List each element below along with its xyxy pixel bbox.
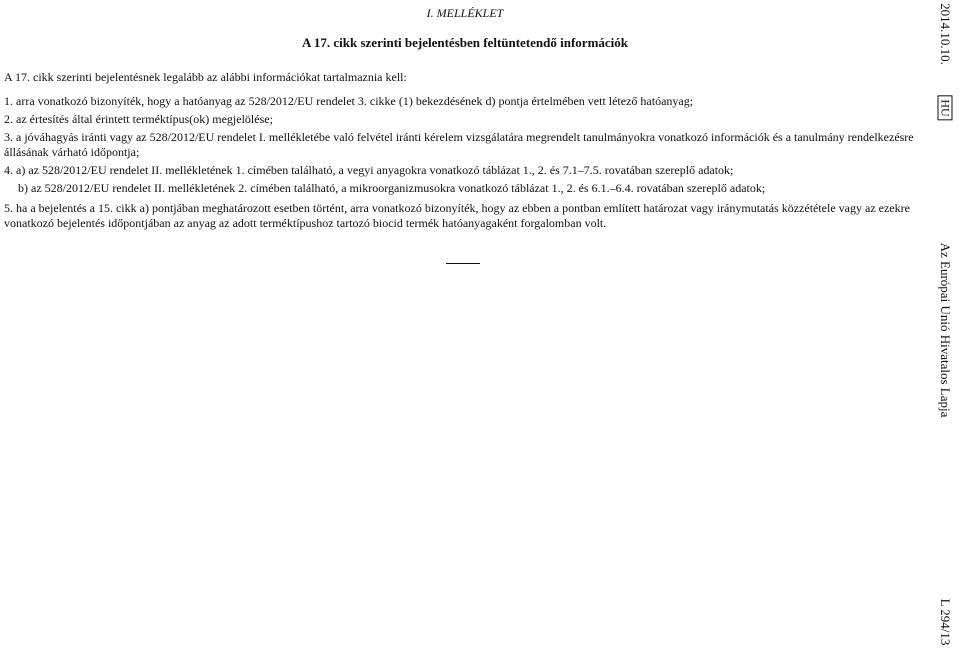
end-divider xyxy=(446,263,480,264)
annex-heading: I. MELLÉKLET xyxy=(426,6,504,20)
list-item-4b: b) az 528/2012/EU rendelet II. mellékletének 2. címében található, a mikroorganizmusokra vonatkozó táblázat 1., 2. és 6.1.–6.4. rovatában szereplő adatok; xyxy=(18,181,766,195)
language-badge: HU xyxy=(938,95,953,120)
journal-name: Az Európai Unió Hivatalos Lapja xyxy=(938,242,953,418)
journal-margin xyxy=(930,0,960,663)
annex-title: A 17. cikk szerinti bejelentésben feltüntetendő információk xyxy=(301,35,629,50)
publication-date: 2014.10.10. xyxy=(938,3,953,65)
list-item-2: 2. az értesítés által érintett terméktípus(ok) megjelölése; xyxy=(4,112,273,126)
page-reference: L 294/13 xyxy=(938,598,953,646)
list-item-3: 3. a jóváhagyás iránti vagy az 528/2012/EU rendelet I. mellékletébe való felvétel iránti kérelem vizsgálatára megrendelt tanulmányokra vonatkozó információk és a tanulmány rendelkezésre állásának várható időpontja; xyxy=(4,130,914,159)
list-item-4a: 4. a) az 528/2012/EU rendelet II. mellékletének 1. címében található, a vegyi anyagokra vonatkozó táblázat 1., 2. és 7.1–7.5. rovatában szereplő adatok; xyxy=(4,163,734,177)
intro-paragraph: A 17. cikk szerinti bejelentésnek legalább az alábbi információkat tartalmaznia kell: xyxy=(4,70,407,84)
list-item-1: 1. arra vonatkozó bizonyíték, hogy a hatóanyag az 528/2012/EU rendelet 3. cikke (1) bekezdésének d) pontja értelmében vett létező hatóanyag; xyxy=(4,94,694,108)
list-item-5: 5. ha a bejelentés a 15. cikk a) pontjában meghatározott esetben történt, arra vonatkozó bizonyíték, hogy az ebben a pontban említett határozat vagy iránymutatás közzététele vagy az ezekre vonatkozó bejelentés időpontjában az anyag az adott terméktípushoz tartozó biocid termék hatóanyagaként forgalomban volt. xyxy=(4,201,910,230)
